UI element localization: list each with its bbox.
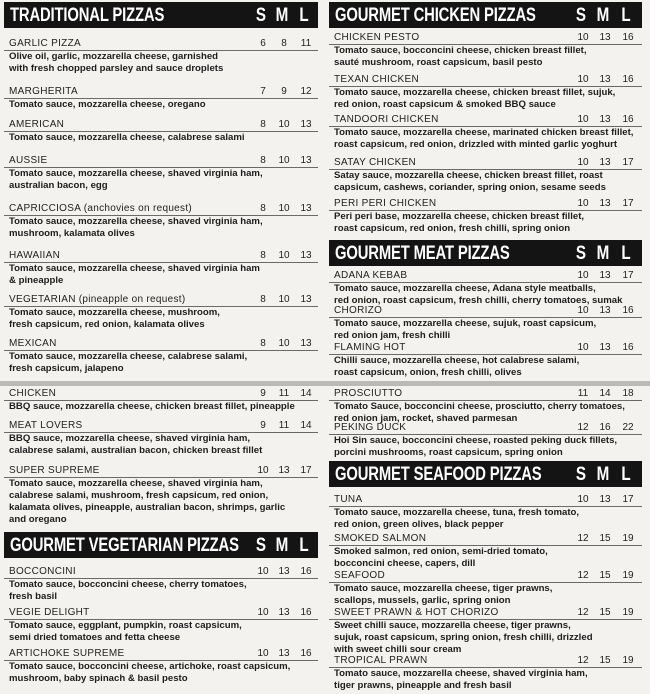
size-label-l: L bbox=[299, 535, 309, 556]
price-large: 19 bbox=[622, 570, 634, 581]
price-small: 10 bbox=[577, 198, 589, 209]
menu-item-header bbox=[4, 119, 318, 132]
menu-item-header bbox=[329, 607, 642, 620]
menu-item-header bbox=[4, 607, 318, 620]
menu-item bbox=[4, 388, 318, 413]
menu-item bbox=[329, 270, 642, 307]
menu-item bbox=[4, 607, 318, 644]
price-large: 19 bbox=[622, 533, 634, 544]
item-description: bocconcini cheese, capers, dill bbox=[334, 558, 476, 569]
menu-item bbox=[329, 388, 642, 425]
price-medium: 16 bbox=[599, 422, 611, 433]
price-small: 10 bbox=[577, 74, 589, 85]
menu-item bbox=[329, 157, 642, 194]
item-description: Tomato sauce, mozzarella cheese, Adana style meatballs, bbox=[334, 283, 596, 294]
price-small: 8 bbox=[260, 250, 266, 261]
price-medium: 13 bbox=[278, 566, 290, 577]
price-small: 12 bbox=[577, 570, 589, 581]
price-large: 17 bbox=[622, 270, 634, 281]
menu-item-header bbox=[4, 86, 318, 99]
price-medium: 10 bbox=[278, 203, 290, 214]
item-description: Tomato sauce, mozzarella cheese, tuna, fresh tomato, bbox=[334, 507, 580, 518]
item-description: capsicum, cashews, coriander, spring onion, sesame seeds bbox=[334, 182, 606, 193]
price-large: 14 bbox=[300, 420, 312, 431]
menu-item bbox=[329, 533, 642, 570]
price-small: 8 bbox=[260, 119, 266, 130]
menu-item bbox=[329, 32, 642, 69]
item-name: SUPER SUPREME bbox=[9, 465, 100, 476]
item-description: Tomato Sauce, bocconcini cheese, prosciutto, cherry tomatoes, bbox=[334, 401, 625, 412]
item-name: SMOKED SALMON bbox=[334, 533, 427, 544]
size-label-s: S bbox=[255, 535, 267, 556]
menu-item bbox=[329, 494, 642, 531]
item-name: CAPRICCIOSA (anchovies on request) bbox=[9, 203, 193, 214]
item-name: CHORIZO bbox=[334, 305, 383, 316]
menu-item bbox=[329, 655, 642, 692]
price-large: 17 bbox=[622, 157, 634, 168]
menu-item bbox=[4, 119, 318, 144]
item-description: Tomato sauce, mozzarella cheese, shaved virginia ham, bbox=[334, 668, 588, 679]
price-medium: 15 bbox=[599, 655, 611, 666]
price-small: 10 bbox=[577, 270, 589, 281]
price-medium: 13 bbox=[599, 157, 611, 168]
price-medium: 13 bbox=[599, 74, 611, 85]
section-title: GOURMET MEAT PIZZAS bbox=[335, 243, 510, 264]
left-menu-column bbox=[4, 0, 318, 694]
menu-item bbox=[4, 566, 318, 603]
item-description: Tomato sauce, mozzarella cheese, shaved virginia ham, bbox=[9, 168, 263, 179]
price-small: 10 bbox=[577, 114, 589, 125]
item-description: Tomato sauce, mozzarella cheese, marinated chicken breast fillet, bbox=[334, 127, 634, 138]
menu-item-header bbox=[329, 388, 642, 401]
price-small: 9 bbox=[260, 388, 266, 399]
menu-item-header bbox=[4, 38, 318, 51]
price-medium: 13 bbox=[599, 198, 611, 209]
menu-item-header bbox=[4, 294, 318, 307]
menu-item-header bbox=[329, 570, 642, 583]
price-medium: 11 bbox=[278, 420, 290, 431]
size-label-m: M bbox=[275, 5, 289, 26]
price-small: 10 bbox=[577, 305, 589, 316]
menu-item-header bbox=[329, 32, 642, 45]
size-label-m: M bbox=[275, 535, 289, 556]
item-description: Olive oil, garlic, mozzarella cheese, garnished bbox=[9, 51, 219, 62]
item-description: Smoked salmon, red onion, semi-dried tomato, bbox=[334, 546, 548, 557]
price-large: 16 bbox=[622, 342, 634, 353]
item-description: calabrese salami, australian bacon, chicken breast fillet bbox=[9, 445, 263, 456]
section-title: TRADITIONAL PIZZAS bbox=[10, 5, 165, 26]
price-small: 10 bbox=[257, 648, 269, 659]
price-medium: 10 bbox=[278, 294, 290, 305]
price-large: 13 bbox=[300, 250, 312, 261]
menu-item-header bbox=[329, 198, 642, 211]
price-large: 16 bbox=[622, 74, 634, 85]
item-description: Peri peri base, mozzarella cheese, chicken breast fillet, bbox=[334, 211, 585, 222]
menu-item-header bbox=[329, 114, 642, 127]
item-description: Tomato sauce, mozzarella cheese, shaved virginia ham, bbox=[9, 216, 263, 227]
section-header bbox=[329, 461, 642, 487]
price-large: 17 bbox=[622, 198, 634, 209]
size-label-s: S bbox=[575, 464, 587, 485]
item-name: TEXAN CHICKEN bbox=[334, 74, 420, 85]
item-description: red onion, roast capsicum, fresh chilli, cherry tomatoes, sumak bbox=[334, 295, 623, 306]
menu-item bbox=[4, 420, 318, 457]
price-medium: 13 bbox=[599, 114, 611, 125]
item-description: Tomato sauce, eggplant, pumpkin, roast capsicum, bbox=[9, 620, 242, 631]
menu-item bbox=[4, 294, 318, 331]
size-label-s: S bbox=[255, 5, 267, 26]
price-medium: 13 bbox=[278, 465, 290, 476]
item-description: porcini mushrooms, roast capsicum, spring onion bbox=[334, 447, 563, 458]
price-medium: 13 bbox=[599, 305, 611, 316]
item-description: fresh capsicum, red onion, kalamata olives bbox=[9, 319, 205, 330]
item-description: semi dried tomatoes and fetta cheese bbox=[9, 632, 181, 643]
item-description: tiger prawns, pineapple and fresh basil bbox=[334, 680, 512, 691]
price-small: 10 bbox=[257, 607, 269, 618]
price-small: 10 bbox=[577, 494, 589, 505]
item-description: Tomato sauce, mozzarella cheese, shaved virginia ham bbox=[9, 263, 260, 274]
price-small: 12 bbox=[577, 533, 589, 544]
item-name: SEAFOOD bbox=[334, 570, 385, 581]
price-small: 12 bbox=[577, 655, 589, 666]
page-fold-divider bbox=[0, 381, 650, 386]
item-description: Tomato sauce, mozzarella cheese, shaved virginia ham, bbox=[9, 478, 263, 489]
item-description: Tomato sauce, mozzarella cheese, calabrese salami bbox=[9, 132, 245, 143]
price-large: 13 bbox=[300, 155, 312, 166]
item-description: Tomato sauce, bocconcini cheese, cherry tomatoes, bbox=[9, 579, 247, 590]
price-small: 8 bbox=[260, 203, 266, 214]
price-large: 16 bbox=[622, 114, 634, 125]
price-large: 13 bbox=[300, 294, 312, 305]
item-description: sauté mushroom, roast capsicum, basil pesto bbox=[334, 57, 543, 68]
price-medium: 9 bbox=[281, 86, 287, 97]
price-large: 12 bbox=[300, 86, 312, 97]
item-description: red onion, roast capsicum & smoked BBQ sauce bbox=[334, 99, 556, 110]
item-description: roast capsicum, onion, fresh chilli, olives bbox=[334, 367, 522, 378]
price-medium: 13 bbox=[599, 32, 611, 43]
menu-item bbox=[329, 114, 642, 151]
price-medium: 10 bbox=[278, 250, 290, 261]
size-label-l: L bbox=[621, 5, 631, 26]
item-name: BOCCONCINI bbox=[9, 566, 76, 577]
price-medium: 13 bbox=[599, 494, 611, 505]
item-description: mushroom, baby spinach & basil pesto bbox=[9, 673, 188, 684]
price-large: 13 bbox=[300, 119, 312, 130]
price-small: 10 bbox=[577, 32, 589, 43]
section-title: GOURMET VEGETARIAN PIZZAS bbox=[10, 535, 239, 556]
item-description: red onion jam, fresh chilli bbox=[334, 330, 451, 341]
section-title: GOURMET SEAFOOD PIZZAS bbox=[335, 464, 542, 485]
item-description: roast capsicum, red onion, drizzled with minted garlic yoghurt bbox=[334, 139, 618, 150]
menu-item-header bbox=[4, 465, 318, 478]
right-menu-column bbox=[329, 0, 642, 694]
menu-item bbox=[4, 648, 318, 685]
menu-item-header bbox=[329, 157, 642, 170]
price-large: 14 bbox=[300, 388, 312, 399]
menu-item-header bbox=[4, 155, 318, 168]
item-description: Sweet chilli sauce, mozzarella cheese, tiger prawns, bbox=[334, 620, 571, 631]
size-label-l: L bbox=[621, 464, 631, 485]
price-large: 16 bbox=[300, 566, 312, 577]
item-description: fresh capsicum, jalapeno bbox=[9, 363, 124, 374]
price-large: 16 bbox=[300, 648, 312, 659]
price-large: 19 bbox=[622, 655, 634, 666]
item-name: VEGETARIAN (pineapple on request) bbox=[9, 294, 186, 305]
item-description: Tomato sauce, bocconcini cheese, chicken breast fillet, bbox=[334, 45, 587, 56]
menu-item-header bbox=[329, 305, 642, 318]
menu-item bbox=[4, 86, 318, 111]
item-name: TANDOORI CHICKEN bbox=[334, 114, 439, 125]
item-description: kalamata olives, pineapple, australian bacon, shrimps, garlic bbox=[9, 502, 286, 513]
item-description: roast capsicum, red onion, fresh chilli, spring onion bbox=[334, 223, 571, 234]
price-large: 11 bbox=[300, 38, 312, 49]
price-large: 16 bbox=[300, 607, 312, 618]
price-medium: 13 bbox=[599, 270, 611, 281]
size-label-m: M bbox=[596, 464, 610, 485]
item-description: BBQ sauce, mozzarella cheese, chicken breast fillet, pineapple bbox=[9, 401, 295, 412]
section-header bbox=[4, 2, 318, 28]
price-small: 6 bbox=[260, 38, 266, 49]
item-description: Chilli sauce, mozzarella cheese, hot calabrese salami, bbox=[334, 355, 580, 366]
price-medium: 8 bbox=[281, 38, 287, 49]
price-small: 8 bbox=[260, 294, 266, 305]
item-description: Tomato sauce, mozzarella cheese, sujuk, roast capsicum, bbox=[334, 318, 597, 329]
item-description: & pineapple bbox=[9, 275, 64, 286]
item-name: FLAMING HOT bbox=[334, 342, 406, 353]
price-large: 18 bbox=[622, 388, 634, 399]
price-large: 17 bbox=[622, 494, 634, 505]
price-small: 10 bbox=[257, 465, 269, 476]
price-small: 10 bbox=[577, 157, 589, 168]
item-name: HAWAIIAN bbox=[9, 250, 61, 261]
menu-item-header bbox=[4, 203, 318, 216]
price-medium: 13 bbox=[278, 648, 290, 659]
price-large: 22 bbox=[622, 422, 634, 433]
menu-item bbox=[4, 203, 318, 240]
price-large: 13 bbox=[300, 203, 312, 214]
menu-item bbox=[4, 38, 318, 75]
item-name: TROPICAL PRAWN bbox=[334, 655, 428, 666]
menu-item-header bbox=[329, 342, 642, 355]
item-description: calabrese salami, mushroom, fresh capsicum, red onion, bbox=[9, 490, 269, 501]
size-label-s: S bbox=[575, 5, 587, 26]
menu-item bbox=[329, 305, 642, 342]
menu-item bbox=[4, 465, 318, 526]
item-description: Satay sauce, mozzarella cheese, chicken breast fillet, roast bbox=[334, 170, 603, 181]
item-name: MEAT LOVERS bbox=[9, 420, 83, 431]
price-medium: 11 bbox=[278, 388, 290, 399]
item-name: VEGIE DELIGHT bbox=[9, 607, 90, 618]
price-small: 9 bbox=[260, 420, 266, 431]
item-description: Hoi Sin sauce, bocconcini cheese, roasted peking duck fillets, bbox=[334, 435, 618, 446]
menu-item-header bbox=[329, 494, 642, 507]
price-medium: 13 bbox=[599, 342, 611, 353]
menu-item-header bbox=[329, 655, 642, 668]
item-name: TUNA bbox=[334, 494, 363, 505]
menu-item bbox=[329, 570, 642, 607]
price-small: 7 bbox=[260, 86, 266, 97]
menu-item bbox=[329, 74, 642, 111]
menu-item-header bbox=[4, 648, 318, 661]
item-name: SATAY CHICKEN bbox=[334, 157, 417, 168]
item-description: and oregano bbox=[9, 514, 67, 525]
price-large: 16 bbox=[622, 32, 634, 43]
menu-item-header bbox=[329, 74, 642, 87]
item-description: australian bacon, egg bbox=[9, 180, 108, 191]
price-small: 10 bbox=[257, 566, 269, 577]
item-name: PROSCIUTTO bbox=[334, 388, 403, 399]
price-small: 8 bbox=[260, 155, 266, 166]
menu-item bbox=[329, 607, 642, 656]
price-large: 19 bbox=[622, 607, 634, 618]
section-header bbox=[329, 2, 642, 28]
item-description: fresh basil bbox=[9, 591, 57, 602]
price-medium: 14 bbox=[599, 388, 611, 399]
item-name: CHICKEN bbox=[9, 388, 57, 399]
size-label-s: S bbox=[575, 243, 587, 264]
size-label-l: L bbox=[299, 5, 309, 26]
menu-item-header bbox=[329, 270, 642, 283]
price-small: 11 bbox=[577, 388, 589, 399]
price-medium: 13 bbox=[278, 607, 290, 618]
menu-item bbox=[4, 155, 318, 192]
menu-item-header bbox=[4, 566, 318, 579]
item-description: sujuk, roast capsicum, spring onion, fresh chilli, drizzled bbox=[334, 632, 593, 643]
menu-item-header bbox=[4, 420, 318, 433]
section-title: GOURMET CHICKEN PIZZAS bbox=[335, 5, 536, 26]
menu-item-header bbox=[4, 388, 318, 401]
item-description: Tomato sauce, mozzarella cheese, mushroom, bbox=[9, 307, 220, 318]
price-medium: 10 bbox=[278, 155, 290, 166]
price-medium: 15 bbox=[599, 533, 611, 544]
section-header bbox=[329, 240, 642, 266]
menu-item bbox=[4, 338, 318, 375]
menu-item bbox=[329, 422, 642, 459]
price-large: 16 bbox=[622, 305, 634, 316]
price-medium: 10 bbox=[278, 119, 290, 130]
item-name: MARGHERITA bbox=[9, 86, 78, 97]
item-name: SWEET PRAWN & HOT CHORIZO bbox=[334, 607, 499, 618]
item-description: Tomato sauce, mozzarella cheese, oregano bbox=[9, 99, 206, 110]
price-small: 8 bbox=[260, 338, 266, 349]
menu-item bbox=[329, 198, 642, 235]
item-description: scallops, mussels, garlic, spring onion bbox=[334, 595, 511, 606]
item-description: Tomato sauce, mozzarella cheese, tiger prawns, bbox=[334, 583, 553, 594]
item-description: with sweet chilli sour cream bbox=[334, 644, 462, 655]
size-label-l: L bbox=[621, 243, 631, 264]
menu-item bbox=[4, 250, 318, 287]
menu-item bbox=[329, 342, 642, 379]
item-description: Tomato sauce, mozzarella cheese, chicken breast fillet, sujuk, bbox=[334, 87, 616, 98]
item-name: ADANA KEBAB bbox=[334, 270, 408, 281]
item-description: Tomato sauce, mozzarella cheese, calabrese salami, bbox=[9, 351, 248, 362]
menu-item-header bbox=[4, 338, 318, 351]
item-description: Tomato sauce, bocconcini cheese, artichoke, roast capsicum, bbox=[9, 661, 291, 672]
item-name: AMERICAN bbox=[9, 119, 65, 130]
item-description: BBQ sauce, mozzarella cheese, shaved virginia ham, bbox=[9, 433, 251, 444]
price-medium: 15 bbox=[599, 607, 611, 618]
price-small: 12 bbox=[577, 607, 589, 618]
size-label-m: M bbox=[596, 5, 610, 26]
item-name: AUSSIE bbox=[9, 155, 48, 166]
item-name: PEKING DUCK bbox=[334, 422, 407, 433]
item-name: GARLIC PIZZA bbox=[9, 38, 81, 49]
menu-item-header bbox=[4, 250, 318, 263]
menu-item-header bbox=[329, 533, 642, 546]
price-small: 12 bbox=[577, 422, 589, 433]
menu-item-header bbox=[329, 422, 642, 435]
price-large: 13 bbox=[300, 338, 312, 349]
price-large: 17 bbox=[300, 465, 312, 476]
size-label-m: M bbox=[596, 243, 610, 264]
item-name: PERI PERI CHICKEN bbox=[334, 198, 437, 209]
item-name: CHICKEN PESTO bbox=[334, 32, 420, 43]
item-name: MEXICAN bbox=[9, 338, 57, 349]
price-small: 10 bbox=[577, 342, 589, 353]
section-header bbox=[4, 532, 318, 558]
item-description: with fresh chopped parsley and sauce droplets bbox=[9, 63, 224, 74]
item-description: mushroom, kalamata olives bbox=[9, 228, 135, 239]
price-medium: 15 bbox=[599, 570, 611, 581]
item-description: red onion jam, rocket, shaved parmesan bbox=[334, 413, 518, 424]
price-medium: 10 bbox=[278, 338, 290, 349]
item-description: red onion, green olives, black pepper bbox=[334, 519, 504, 530]
item-name: ARTICHOKE SUPREME bbox=[9, 648, 125, 659]
